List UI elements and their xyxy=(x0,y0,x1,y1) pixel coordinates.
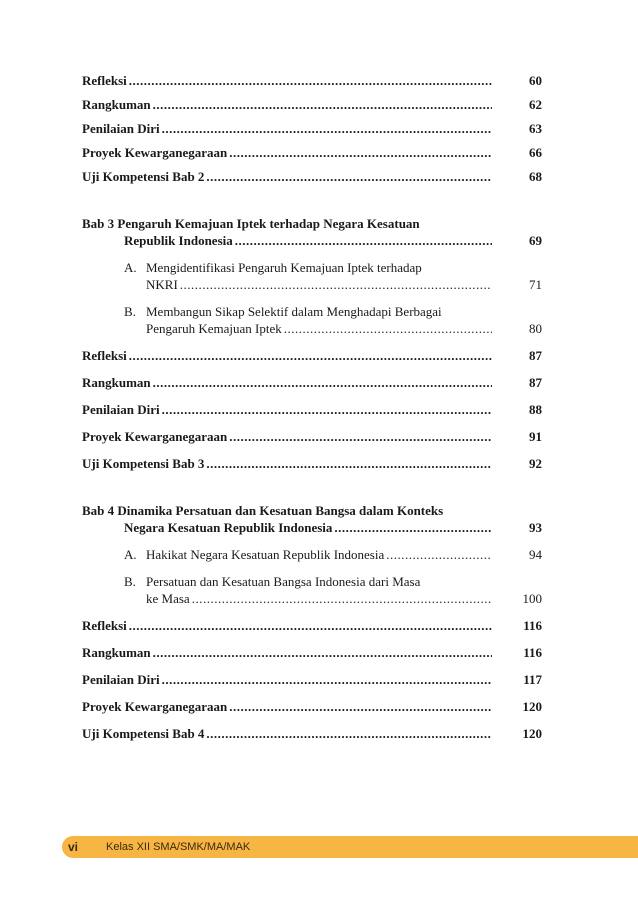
toc-entry-title: Uji Kompetensi Bab 2 xyxy=(82,169,205,184)
toc-entry-page: 91 xyxy=(529,429,542,444)
toc-entry-page: 117 xyxy=(523,672,542,687)
subsection-title-continued: Pengaruh Kemajuan Iptek xyxy=(146,321,282,336)
leader-dots xyxy=(229,144,492,161)
subsection-page: 80 xyxy=(529,321,542,336)
subsection-title-wrap xyxy=(82,546,384,563)
toc-entry-page: 68 xyxy=(529,169,542,184)
page-number: vi xyxy=(68,840,79,854)
toc-entry-title: Proyek Kewarganegaraan xyxy=(82,429,228,444)
leader-dots xyxy=(206,455,492,472)
subsection-a-bab3[interactable] xyxy=(82,259,542,276)
toc-entry-title: Uji Kompetensi Bab 3 xyxy=(82,456,205,471)
toc-entry-page: 60 xyxy=(529,73,542,88)
subsection-title: Membangun Sikap Selektif dalam Menghadapi Berbagai xyxy=(146,304,442,319)
toc-entry-refleksi-bab2[interactable] xyxy=(82,72,542,89)
chapter-3-heading[interactable]: Bab 3 Pengaruh Kemajuan Iptek terhadap Negara Kesatuan xyxy=(82,216,420,231)
toc-entry-title: Proyek Kewarganegaraan xyxy=(82,145,228,160)
toc-entry-uji-kompetensi-bab4[interactable] xyxy=(82,725,542,742)
toc-entry-page: 66 xyxy=(529,145,542,160)
toc-entry-uji-kompetensi-bab3[interactable] xyxy=(82,455,542,472)
subsection-letter: B. xyxy=(124,574,136,589)
chapter-title-continued: Republik Indonesia xyxy=(124,233,233,248)
subsection-title-continued: ke Masa xyxy=(146,591,190,606)
toc-entry-penilaian-diri-bab4[interactable] xyxy=(82,671,542,688)
leader-dots xyxy=(129,72,492,89)
toc-entry-refleksi-bab4[interactable] xyxy=(82,617,542,634)
subsection-title-continued: NKRI xyxy=(146,277,178,292)
leader-dots xyxy=(192,590,492,607)
leader-dots xyxy=(229,428,492,445)
chapter-3-heading-line2[interactable] xyxy=(82,232,542,249)
toc-entry-title: Refleksi xyxy=(82,348,127,363)
subsection-letter: A. xyxy=(124,547,137,562)
toc-entry-rangkuman-bab2[interactable] xyxy=(82,96,542,113)
subsection-title: Hakikat Negara Kesatuan Republik Indonesia xyxy=(146,547,385,562)
toc-entry-page: 120 xyxy=(522,699,542,714)
subsection-title: Mengidentifikasi Pengaruh Kemajuan Iptek terhadap xyxy=(146,260,422,275)
toc-entry-refleksi-bab3[interactable] xyxy=(82,347,542,364)
leader-dots xyxy=(206,168,492,185)
toc-entry-title: Penilaian Diri xyxy=(82,402,160,417)
chapter-page: 93 xyxy=(529,520,542,535)
leader-dots xyxy=(129,617,492,634)
toc-entry-page: 116 xyxy=(523,645,542,660)
toc-entry-page: 87 xyxy=(529,348,542,363)
toc-entry-title: Uji Kompetensi Bab 4 xyxy=(82,726,205,741)
toc-entry-title: Rangkuman xyxy=(82,375,151,390)
book-title: Kelas XII SMA/SMK/MA/MAK xyxy=(106,841,251,853)
toc-entry-proyek-bab2[interactable] xyxy=(82,144,542,161)
toc-entry-title: Refleksi xyxy=(82,618,127,633)
toc-entry-page: 63 xyxy=(529,121,542,136)
toc-entry-title: Penilaian Diri xyxy=(82,121,160,136)
subsection-b-bab4[interactable] xyxy=(82,573,542,590)
toc-entry-proyek-bab3[interactable] xyxy=(82,428,542,445)
subsection-page: 71 xyxy=(529,277,542,292)
toc-entry-title: Penilaian Diri xyxy=(82,672,160,687)
toc-entry-page: 62 xyxy=(529,97,542,112)
subsection-letter: B. xyxy=(124,304,136,319)
leader-dots xyxy=(334,519,492,536)
leader-dots xyxy=(129,347,492,364)
leader-dots xyxy=(235,232,492,249)
chapter-4-heading-line2[interactable] xyxy=(82,519,542,536)
subsection-title: Persatuan dan Kesatuan Bangsa Indonesia dari Masa xyxy=(146,574,421,589)
leader-dots xyxy=(284,320,492,337)
subsection-page: 100 xyxy=(522,591,542,606)
subsection-letter: A. xyxy=(124,260,137,275)
toc-entry-page: 88 xyxy=(529,402,542,417)
leader-dots xyxy=(180,276,492,293)
leader-dots xyxy=(153,374,492,391)
leader-dots xyxy=(153,644,492,661)
toc-entry-proyek-bab4[interactable] xyxy=(82,698,542,715)
leader-dots xyxy=(206,725,492,742)
subsection-b-bab4-line2[interactable] xyxy=(82,590,542,607)
toc-entry-page: 87 xyxy=(529,375,542,390)
subsection-b-bab3-line2[interactable] xyxy=(82,320,542,337)
toc-entry-page: 120 xyxy=(522,726,542,741)
chapter-title-continued: Negara Kesatuan Republik Indonesia xyxy=(124,520,333,535)
subsection-a-bab3-line2[interactable] xyxy=(82,276,542,293)
toc-entry-page: 116 xyxy=(523,618,542,633)
toc-entry-rangkuman-bab4[interactable] xyxy=(82,644,542,661)
leader-dots xyxy=(162,120,492,137)
leader-dots xyxy=(229,698,492,715)
leader-dots xyxy=(162,401,492,418)
toc-entry-title: Rangkuman xyxy=(82,97,151,112)
toc-entry-title: Rangkuman xyxy=(82,645,151,660)
toc-entry-penilaian-diri-bab2[interactable] xyxy=(82,120,542,137)
chapter-4-heading[interactable]: Bab 4 Dinamika Persatuan dan Kesatuan Bangsa dalam Konteks xyxy=(82,503,444,518)
leader-dots xyxy=(162,671,492,688)
subsection-page: 94 xyxy=(529,547,542,562)
page-footer-bar xyxy=(62,836,638,858)
toc-entry-penilaian-diri-bab3[interactable] xyxy=(82,401,542,418)
toc-entry-uji-kompetensi-bab2[interactable] xyxy=(82,168,542,185)
toc-entry-title: Proyek Kewarganegaraan xyxy=(82,699,228,714)
subsection-b-bab3[interactable] xyxy=(82,303,542,320)
table-of-contents xyxy=(82,72,542,742)
toc-entry-page: 92 xyxy=(529,456,542,471)
chapter-page: 69 xyxy=(529,233,542,248)
toc-entry-title: Refleksi xyxy=(82,73,127,88)
subsection-a-bab4[interactable] xyxy=(82,546,542,563)
leader-dots xyxy=(386,546,492,563)
toc-entry-rangkuman-bab3[interactable] xyxy=(82,374,542,391)
leader-dots xyxy=(153,96,492,113)
